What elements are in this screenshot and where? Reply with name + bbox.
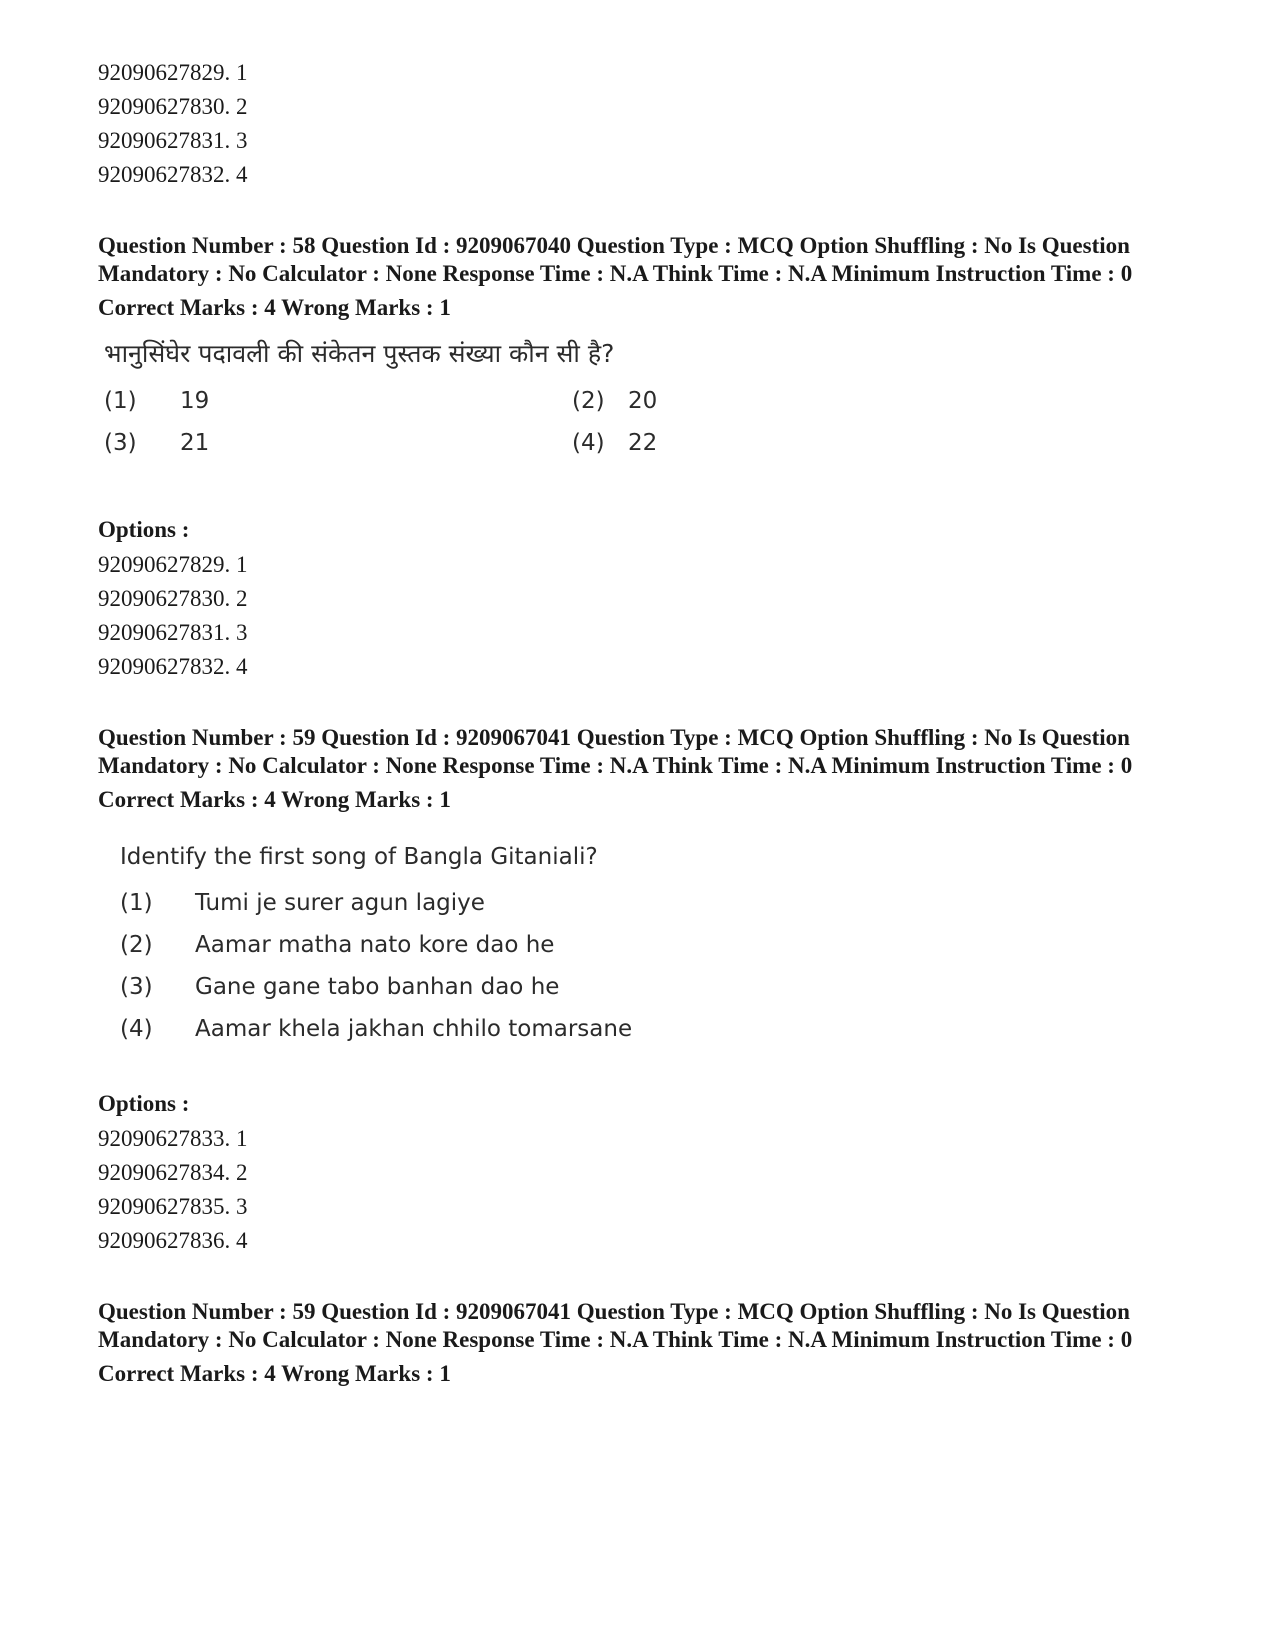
question-header: Question Number : 59 Question Id : 9209067041 Question Type : MCQ Option Shuffling : No Is Question Mandatory : No Calculator : None Response Time : N.A Think Time : N.A Minimum Instruction Time : 0 [98,1299,1133,1352]
choice-grid [98,388,1198,478]
option-line: 92090627829. 1 [98,60,248,85]
question-header: Question Number : 58 Question Id : 9209067040 Question Type : MCQ Option Shuffling : No Is Question Mandatory : No Calculator : None Response Time : N.A Think Time : N.A Minimum Instruction Time : 0 [98,233,1133,286]
option-line: 92090627829. 1 [98,552,248,577]
option-line: 92090627830. 2 [98,586,248,611]
question-58 [98,232,1198,684]
choice-list [98,882,1198,1050]
option-line: 92090627832. 4 [98,654,248,679]
question-marks: Correct Marks : 4 Wrong Marks : 1 [98,1361,451,1386]
choice-item: (1) Tumi je surer agun lagiye [120,890,485,916]
question-image [98,840,1198,1050]
question-image [98,336,1198,478]
question-text: Identify the first song of Bangla Gitaniali? [120,844,598,870]
top-options-list [98,56,1198,192]
question-text: भानुसिंघेर पदावली की संकेतन पुस्तक संख्या कौन सी है? [104,339,615,368]
option-line: 92090627835. 3 [98,1194,248,1219]
question-59 [98,724,1198,1258]
option-line: 92090627836. 4 [98,1228,248,1253]
choice-item: (3) Gane gane tabo banhan dao he [120,974,560,1000]
choice-item: (3) 21 [104,430,210,456]
options-list [98,548,1198,684]
choice-item: (1) 19 [104,388,210,414]
option-line: 92090627834. 2 [98,1160,248,1185]
question-marks: Correct Marks : 4 Wrong Marks : 1 [98,787,451,812]
choice-item: (4) Aamar khela jakhan chhilo tomarsane [120,1016,633,1042]
choice-item: (2) 20 [572,388,658,414]
option-line: 92090627832. 4 [98,162,248,187]
question-header: Question Number : 59 Question Id : 9209067041 Question Type : MCQ Option Shuffling : No Is Question Mandatory : No Calculator : None Response Time : N.A Think Time : N.A Minimum Instruction Time : 0 [98,725,1133,778]
options-heading: Options : [98,1091,190,1116]
question-59-repeat [98,1298,1198,1388]
choice-item: (4) 22 [572,430,658,456]
option-line: 92090627831. 3 [98,128,248,153]
option-line: 92090627830. 2 [98,94,248,119]
choice-item: (2) Aamar matha nato kore dao he [120,932,555,958]
options-heading: Options : [98,517,190,542]
question-marks: Correct Marks : 4 Wrong Marks : 1 [98,295,451,320]
option-line: 92090627833. 1 [98,1126,248,1151]
option-line: 92090627831. 3 [98,620,248,645]
document-page [98,56,1198,1388]
options-list [98,1122,1198,1258]
